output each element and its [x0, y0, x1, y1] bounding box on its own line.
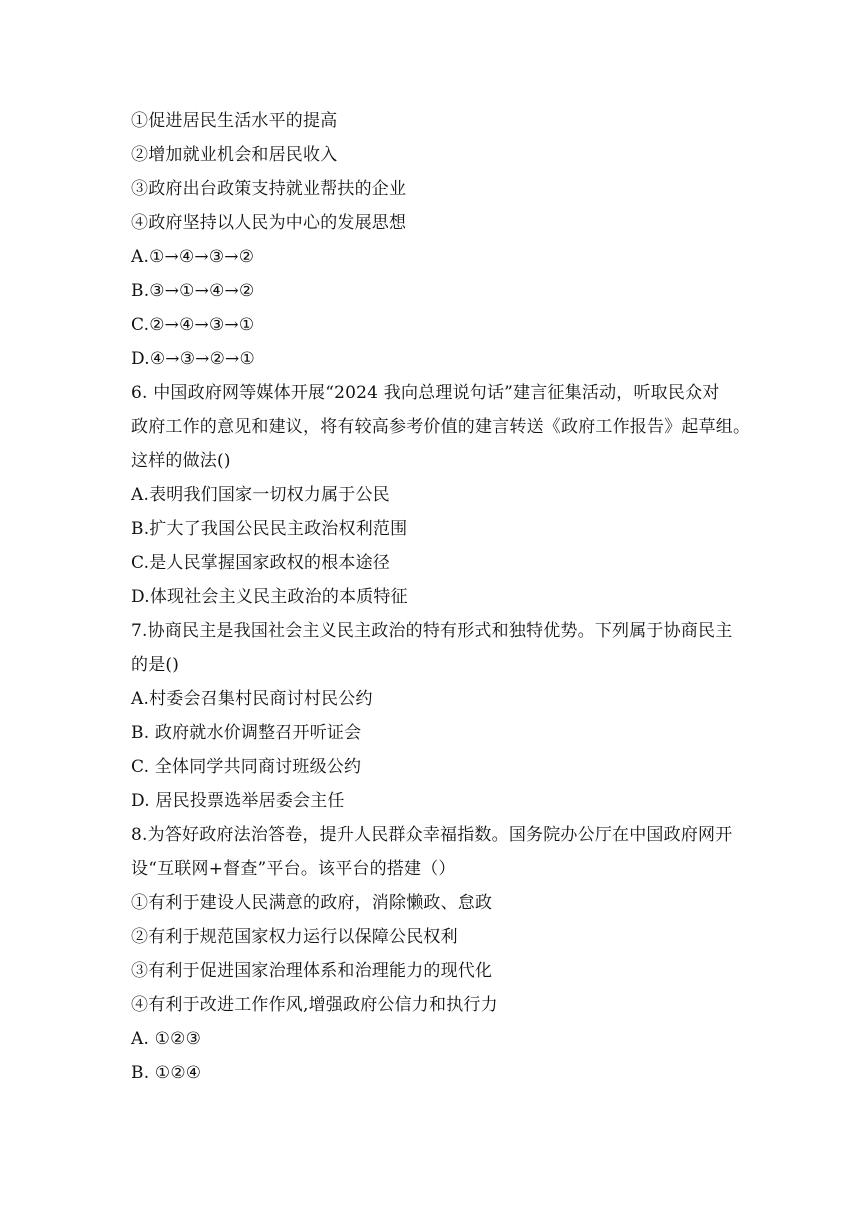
q6-stem-line-1: 6. 中国政府网等媒体开展“2024 我向总理说句话”建言征集活动，听取民众对: [131, 383, 720, 403]
q8-option-b: B. ①②④: [131, 1063, 202, 1083]
q8-option-a: A. ①②③: [131, 1029, 202, 1049]
q6-option-b: B.扩大了我国公民民主政治权利范围: [131, 519, 408, 539]
q7-stem-line-2: 的是(): [131, 655, 180, 675]
q5-option-a: A.①→④→③→②: [131, 247, 255, 267]
q6-stem-line-2: 政府工作的意见和建议，将有较高参考价值的建言转送《政府工作报告》起草组。: [131, 417, 751, 437]
q7-option-a: A.村委会召集村民商讨村民公约: [131, 689, 373, 709]
q7-option-c: C. 全体同学共同商讨班级公约: [131, 757, 362, 777]
q6-stem-line-3: 这样的做法(): [131, 451, 231, 471]
q6-option-c: C.是人民掌握国家政权的根本途径: [131, 553, 391, 573]
q7-stem-line-1: 7.协商民主是我国社会主义民主政治的特有形式和独特优势。下列属于协商民主: [131, 621, 733, 641]
q5-statement-2: ②增加就业机会和居民收入: [131, 145, 338, 165]
q8-stem-line-2: 设“互联网+督查”平台。该平台的搭建（）: [131, 859, 456, 879]
q5-option-c: C.②→④→③→①: [131, 315, 255, 335]
q5-statement-3: ③政府出台政策支持就业帮扶的企业: [131, 179, 407, 199]
page-content: [131, 104, 751, 1090]
q7-option-b: B. 政府就水价调整召开听证会: [131, 723, 362, 743]
q8-stem-line-1: 8.为答好政府法治答卷，提升人民群众幸福指数。国务院办公厅在中国政府网开: [131, 825, 733, 845]
q5-option-d: D.④→③→②→①: [131, 349, 255, 369]
q5-statement-4: ④政府坚持以人民为中心的发展思想: [131, 213, 407, 233]
q6-option-d: D.体现社会主义民主政治的本质特征: [131, 587, 408, 607]
q8-statement-1: ①有利于建设人民满意的政府，消除懒政、怠政: [131, 893, 493, 913]
q8-statement-3: ③有利于促进国家治理体系和治理能力的现代化: [131, 961, 493, 981]
q5-option-b: B.③→①→④→②: [131, 281, 255, 301]
q6-option-a: A.表明我们国家一切权力属于公民: [131, 485, 390, 505]
q8-statement-4: ④有利于改进工作作风,增强政府公信力和执行力: [131, 995, 498, 1015]
q5-statement-1: ①促进居民生活水平的提高: [131, 111, 338, 131]
q8-statement-2: ②有利于规范国家权力运行以保障公民权利: [131, 927, 458, 947]
q7-option-d: D. 居民投票选举居委会主任: [131, 791, 345, 811]
